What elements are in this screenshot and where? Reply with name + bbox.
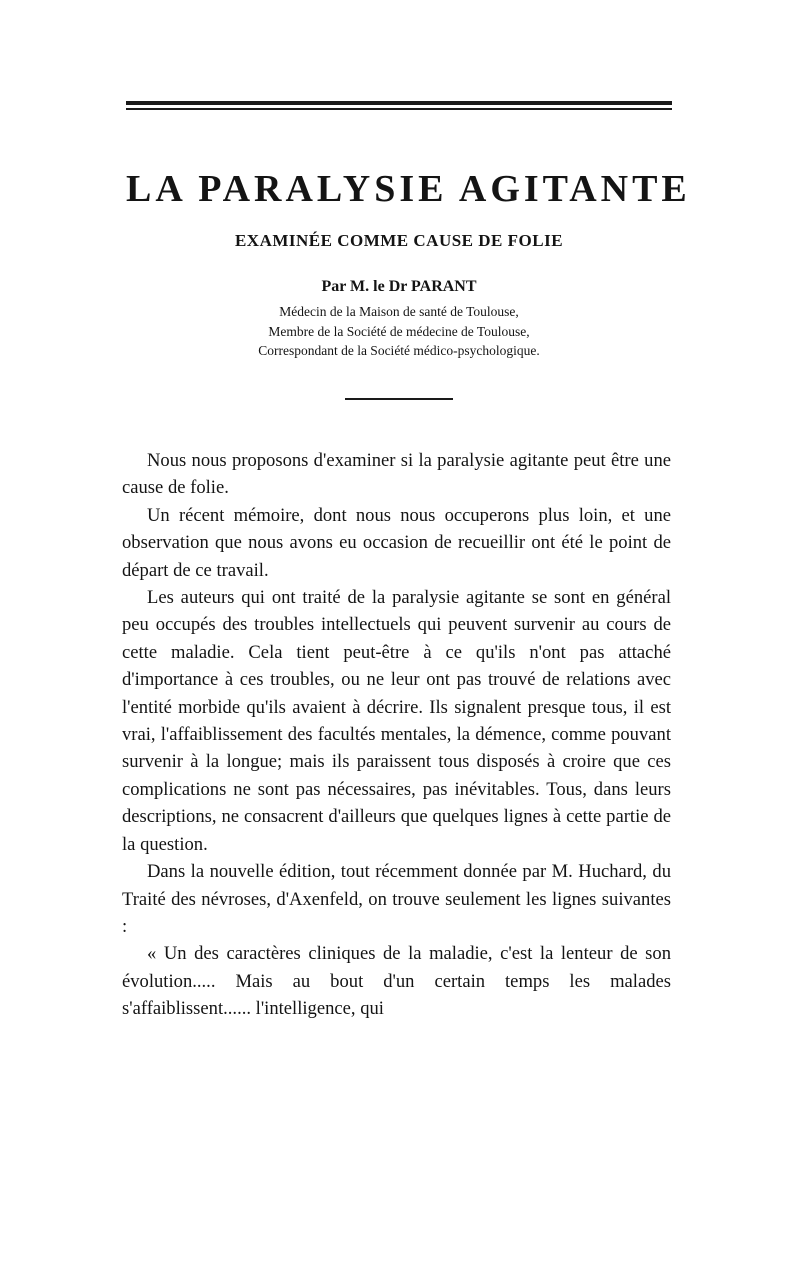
paragraph: Nous nous proposons d'examiner si la paralysie agitante peut être une cause de folie. (122, 450, 671, 499)
credential-line: Correspondant de la Société médico-psychologique. (258, 343, 540, 358)
article-title: LA PARALYSIE AGITANTE (126, 168, 691, 210)
paragraph: « Un des caractères cliniques de la maladie, c'est la lenteur de son évolution..... Mais au bout d'un certain temps les malades s'affaiblissent...... l'intelligence, qui (122, 943, 671, 1020)
author-line: Par M. le Dr PARANT (321, 278, 477, 295)
credential-line: Médecin de la Maison de santé de Toulouse, (279, 304, 519, 319)
header-double-rule-thick (126, 101, 672, 105)
section-separator (345, 398, 453, 400)
author-credentials (126, 302, 672, 361)
header-double-rule-thin (126, 108, 672, 110)
paragraph: Un récent mémoire, dont nous nous occuperons plus loin, et une observation que nous avons eu occasion de recueillir ont été le point de départ de ce travail. (122, 504, 671, 581)
body-text (122, 447, 671, 1023)
paragraph: Les auteurs qui ont traité de la paralysie agitante se sont en général peu occupés des troubles intellectuels qui peuvent survenir au cours de cette maladie. Cela tient peut-être à ce qu'ils n'ont pas attaché d'importance à ces troubles, ou ne leur ont pas trouvé de relations avec l'entité morbide qu'ils avaient à décrire. Ils signalent presque tous, il est vrai, l'affaiblissement des facultés mentales, la démence, comme pouvant survenir à la longue; mais ils paraissent tous disposés à croire que ces complications ne sont pas nécessaires, pas inévitables. Tous, dans leurs descriptions, ne consacrent d'ailleurs que quelques lignes à cette partie de la question. (122, 587, 671, 855)
credential-line: Membre de la Société de médecine de Toulouse, (268, 323, 530, 339)
paragraph: Dans la nouvelle édition, tout récemment donnée par M. Huchard, du Traité des névroses, d'Axenfeld, on trouve seulement les lignes suivantes : (122, 861, 671, 937)
article-subtitle: EXAMINÉE COMME CAUSE DE FOLIE (234, 231, 564, 250)
